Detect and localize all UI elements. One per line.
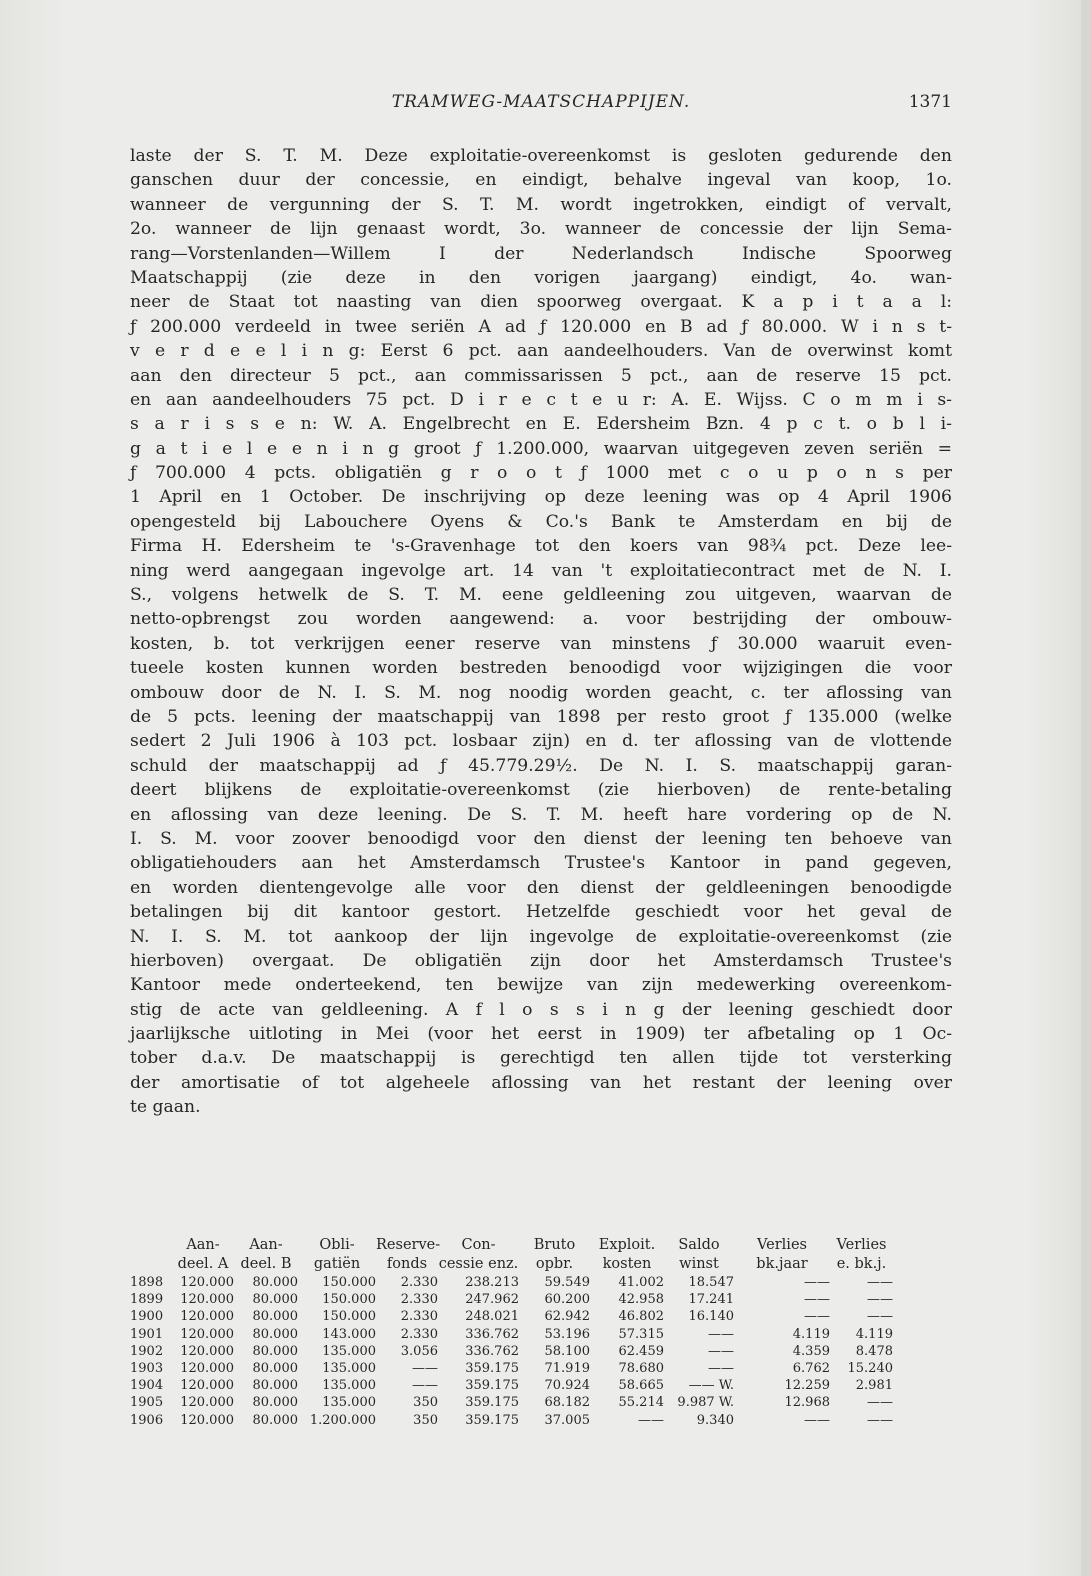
body-line: de 5 pcts. leening der maatschappij van 1898 per resto groot ƒ 135.000 (welke xyxy=(130,706,952,727)
table-cell: 62.942 xyxy=(544,1309,590,1325)
year-cell: 1899 xyxy=(130,1292,164,1308)
column-header: opbr. xyxy=(535,1256,574,1272)
table-header-row-1 xyxy=(130,1236,958,1255)
body-line: ganschen duur der concessie, en eindigt, behalve ingeval van koop, 1o. xyxy=(130,170,952,191)
table-row xyxy=(130,1412,958,1429)
column-header: Obli- xyxy=(319,1237,355,1253)
table-cell: 80.000 xyxy=(252,1412,298,1428)
table-cell: 60.200 xyxy=(544,1292,590,1308)
table-cell: 120.000 xyxy=(180,1412,234,1428)
table-cell: 359.175 xyxy=(465,1412,519,1428)
body-line: wanneer de vergunning der S. T. M. wordt ingetrokken, eindigt of vervalt, xyxy=(130,194,952,215)
body-line: 1 April en 1 October. De inschrijving op deze leening was op 4 April 1906 xyxy=(130,487,952,508)
table-cell: —— W. xyxy=(688,1378,734,1394)
body-line: netto-opbrengst zou worden aangewend: a. voor bestrijding der ombouw- xyxy=(130,609,952,630)
body-line: sedert 2 Juli 1906 à 103 pct. losbaar zijn) en d. ter aflossing van de vlottende xyxy=(130,731,952,752)
table-cell: 4.119 xyxy=(855,1326,893,1342)
table-cell: —— xyxy=(867,1309,893,1325)
table-cell: 150.000 xyxy=(322,1292,376,1308)
table-cell: 2.330 xyxy=(400,1275,438,1290)
column-header xyxy=(130,1255,172,1274)
page-number: 1371 xyxy=(908,92,952,112)
body-line: aan den directeur 5 pct., aan commissarissen 5 pct., aan de reserve 15 pct. xyxy=(130,365,952,386)
table-cell: 46.802 xyxy=(618,1309,664,1325)
body-line: te gaan. xyxy=(130,1097,201,1118)
body-line: jaarlijksche uitloting in Mei (voor het eerst in 1909) ter afbetaling op 1 Oc- xyxy=(130,1024,952,1045)
body-line: S., volgens hetwelk de S. T. M. eene geldleening zou uitgeven, waarvan de xyxy=(130,585,952,606)
table-cell: 120.000 xyxy=(180,1326,234,1342)
body-line: opengesteld bij Labouchere Oyens & Co.'s Bank te Amsterdam en bij de xyxy=(130,511,952,532)
table-cell: 359.175 xyxy=(465,1360,519,1376)
table-cell: 135.000 xyxy=(322,1360,376,1376)
table-cell: 120.000 xyxy=(180,1395,234,1411)
body-line: Maatschappij (zie deze in den vorigen jaargang) eindigt, 4o. wan- xyxy=(130,267,952,288)
column-header: Exploit. xyxy=(598,1237,656,1253)
year-cell: 1902 xyxy=(130,1343,164,1359)
table-cell: 1.200.000 xyxy=(309,1412,376,1428)
body-line: en aan aandeelhouders 75 pct. D i r e c t e u r: A. E. Wijss. C o m m i s- xyxy=(130,389,952,410)
table-cell: 9.340 xyxy=(696,1412,734,1428)
table-row xyxy=(130,1326,958,1343)
table-cell: 68.182 xyxy=(544,1395,590,1411)
column-header: Reserve- xyxy=(376,1237,441,1253)
column-header: bk.jaar xyxy=(756,1256,808,1272)
table-cell: 2.981 xyxy=(855,1378,893,1394)
table-cell: 16.140 xyxy=(688,1309,734,1325)
table-row xyxy=(130,1360,958,1377)
body-line: en aflossing van deze leening. De S. T. M. heeft hare vordering op de N. xyxy=(130,804,952,825)
table-cell: 350 xyxy=(413,1412,438,1428)
running-title: TRAMWEG-MAATSCHAPPIJEN. xyxy=(391,92,691,112)
table-cell: —— xyxy=(412,1360,438,1376)
table-cell: —— xyxy=(804,1309,830,1325)
body-line: hierboven) overgaat. De obligatiën zijn door het Amsterdamsch Trustee's xyxy=(130,950,952,971)
table-cell: 2.330 xyxy=(400,1292,438,1308)
table-cell: 42.958 xyxy=(618,1292,664,1308)
table-cell: 238.213 xyxy=(465,1275,519,1290)
body-line: rang—Vorstenlanden—Willem I der Nederlandsch Indische Spoorweg xyxy=(130,243,952,264)
body-line: obligatiehouders aan het Amsterdamsch Trustee's Kantoor in pand gegeven, xyxy=(130,853,952,874)
year-cell: 1900 xyxy=(130,1309,164,1325)
table-row xyxy=(130,1343,958,1360)
column-header: winst xyxy=(679,1256,719,1272)
table-cell: 143.000 xyxy=(322,1326,376,1342)
column-header: Aan- xyxy=(186,1237,220,1253)
table-cell: 336.762 xyxy=(465,1343,519,1359)
table-cell: 247.962 xyxy=(465,1292,519,1308)
body-line: 2o. wanneer de lijn genaast wordt, 3o. wanneer de concessie der lijn Sema- xyxy=(130,219,952,240)
table-cell: 12.259 xyxy=(784,1378,830,1394)
column-header: deel. A xyxy=(177,1256,229,1272)
table-cell: 37.005 xyxy=(544,1412,590,1428)
table-cell: 8.478 xyxy=(855,1343,893,1359)
column-header: gatiën xyxy=(313,1256,361,1272)
table-cell: 248.021 xyxy=(465,1309,519,1325)
table-cell: 12.968 xyxy=(784,1395,830,1411)
body-line: tueele kosten kunnen worden bestreden benoodigd voor wijzigingen die voor xyxy=(130,658,952,679)
body-line: s a r i s s e n: W. A. Engelbrecht en E. Edersheim Bzn. 4 p c t. o b l i- xyxy=(130,414,952,435)
column-header xyxy=(130,1236,172,1255)
table-cell: —— xyxy=(804,1275,830,1290)
body-line: schuld der maatschappij ad ƒ 45.779.29½. De N. I. S. maatschappij garan- xyxy=(130,755,952,776)
body-line: v e r d e e l i n g: Eerst 6 pct. aan aandeelhouders. Van de overwinst komt xyxy=(130,341,952,362)
column-header: fonds xyxy=(386,1256,428,1272)
year-cell: 1898 xyxy=(130,1275,164,1290)
body-line: Firma H. Edersheim te 's-Gravenhage tot den koers van 98¾ pct. Deze lee- xyxy=(130,536,952,557)
table-cell: 2.330 xyxy=(400,1326,438,1342)
body-line: kosten, b. tot verkrijgen eener reserve van minstens ƒ 30.000 waaruit even- xyxy=(130,633,952,654)
table-cell: 59.549 xyxy=(544,1275,590,1290)
table-cell: 135.000 xyxy=(322,1378,376,1394)
table-cell: 80.000 xyxy=(252,1360,298,1376)
table-cell: 15.240 xyxy=(847,1360,893,1376)
table-cell: 120.000 xyxy=(180,1343,234,1359)
table-cell: 4.359 xyxy=(792,1343,830,1359)
table-cell: 80.000 xyxy=(252,1292,298,1308)
body-line: tober d.a.v. De maatschappij is gerechtigd ten allen tijde tot versterking xyxy=(130,1048,952,1069)
body-line: deert blijkens de exploitatie-overeenkomst (zie hierboven) de rente-betaling xyxy=(130,780,952,801)
financial-table xyxy=(130,1236,958,1429)
table-cell: 80.000 xyxy=(252,1343,298,1359)
table-cell: —— xyxy=(804,1412,830,1428)
table-cell: 70.924 xyxy=(544,1378,590,1394)
table-cell: 6.762 xyxy=(792,1360,830,1376)
body-line: stig de acte van geldleening. A f l o s s i n g der leening geschiedt door xyxy=(130,999,952,1020)
table-cell: 9.987 W. xyxy=(677,1395,734,1411)
table-cell: 120.000 xyxy=(180,1360,234,1376)
table-cell: —— xyxy=(638,1412,664,1428)
page-header xyxy=(130,92,952,116)
table-row xyxy=(130,1377,958,1394)
column-header: Bruto xyxy=(533,1237,576,1253)
table-cell: 80.000 xyxy=(252,1395,298,1411)
table-cell: —— xyxy=(804,1292,830,1308)
body-line: betalingen bij dit kantoor gestort. Hetzelfde geschiedt voor het geval de xyxy=(130,902,952,923)
table-cell: 3.056 xyxy=(400,1343,438,1359)
table-row xyxy=(130,1308,958,1325)
body-line: en worden dientengevolge alle voor den dienst der geldleeningen benoodigde xyxy=(130,877,952,898)
body-line: ƒ 200.000 verdeeld in twee seriën A ad ƒ 120.000 en B ad ƒ 80.000. W i n s t- xyxy=(130,316,952,337)
column-header: cessie enz. xyxy=(438,1256,519,1272)
table-cell: 71.919 xyxy=(544,1360,590,1376)
table-cell: 120.000 xyxy=(180,1309,234,1325)
page-spine-shadow xyxy=(1081,0,1091,1576)
column-header: deel. B xyxy=(240,1256,292,1272)
column-header: Saldo xyxy=(678,1237,720,1253)
column-header: Con- xyxy=(461,1237,496,1253)
table-cell: 58.100 xyxy=(544,1343,590,1359)
year-cell: 1903 xyxy=(130,1360,164,1376)
table-cell: 120.000 xyxy=(180,1378,234,1394)
table-cell: 78.680 xyxy=(618,1360,664,1376)
table-body xyxy=(130,1274,958,1429)
body-text xyxy=(130,144,952,1120)
table-cell: 80.000 xyxy=(252,1309,298,1325)
table-cell: —— xyxy=(708,1343,734,1359)
table-cell: 53.196 xyxy=(544,1326,590,1342)
body-line: ƒ 700.000 4 pcts. obligatiën g r o o t ƒ 1000 met c o u p o n s per xyxy=(130,463,952,484)
table-cell: 120.000 xyxy=(180,1292,234,1308)
table-cell: 80.000 xyxy=(252,1378,298,1394)
table-cell: 150.000 xyxy=(322,1275,376,1290)
table-cell: 350 xyxy=(413,1395,438,1411)
table-cell: 120.000 xyxy=(180,1275,234,1290)
table-row xyxy=(130,1291,958,1308)
body-line: ombouw door de N. I. S. M. nog noodig worden geacht, c. ter aflossing van xyxy=(130,682,952,703)
table-cell: 57.315 xyxy=(618,1326,664,1342)
table-cell: —— xyxy=(867,1292,893,1308)
year-cell: 1906 xyxy=(130,1412,164,1428)
table-row xyxy=(130,1274,958,1291)
table-cell: —— xyxy=(867,1395,893,1411)
table-cell: —— xyxy=(412,1378,438,1394)
body-line: g a t i e l e e n i n g groot ƒ 1.200.000, waarvan uitgegeven zeven seriën = xyxy=(130,438,952,459)
body-line: neer de Staat tot naasting van dien spoorweg overgaat. K a p i t a a l: xyxy=(130,292,952,313)
column-header: Verlies xyxy=(836,1237,887,1253)
year-cell: 1905 xyxy=(130,1395,164,1411)
table-cell: 4.119 xyxy=(792,1326,830,1342)
column-header: Verlies xyxy=(757,1237,807,1253)
year-cell: 1904 xyxy=(130,1378,164,1394)
body-line: I. S. M. voor zoover benoodigd voor den dienst der leening ten behoeve van xyxy=(130,828,952,849)
table-cell: 135.000 xyxy=(322,1395,376,1411)
table-cell: —— xyxy=(708,1326,734,1342)
table-cell: 80.000 xyxy=(252,1326,298,1342)
table-cell: 80.000 xyxy=(252,1275,298,1290)
body-line: ning werd aangegaan ingevolge art. 14 van 't exploitatiecontract met de N. I. xyxy=(130,560,952,581)
table-cell: 150.000 xyxy=(322,1309,376,1325)
table-cell: 2.330 xyxy=(400,1309,438,1325)
table-cell: 41.002 xyxy=(618,1275,664,1290)
column-header: Aan- xyxy=(249,1237,283,1253)
table-cell: 336.762 xyxy=(465,1326,519,1342)
table-cell: —— xyxy=(867,1412,893,1428)
table-cell: 55.214 xyxy=(618,1395,664,1411)
table-header-row-2 xyxy=(130,1255,958,1274)
column-header: kosten xyxy=(602,1256,652,1272)
body-line: der amortisatie of tot algeheele aflossing van het restant der leening over xyxy=(130,1072,952,1093)
table-cell: 359.175 xyxy=(465,1395,519,1411)
table-cell: 135.000 xyxy=(322,1343,376,1359)
table-row xyxy=(130,1394,958,1411)
table-cell: 62.459 xyxy=(618,1343,664,1359)
table-cell: 58.665 xyxy=(618,1378,664,1394)
table-cell: 359.175 xyxy=(465,1378,519,1394)
table-cell: —— xyxy=(708,1360,734,1376)
body-line: Kantoor mede onderteekend, ten bewijze van zijn medewerking overeenkom- xyxy=(130,975,952,996)
table-cell: 17.241 xyxy=(688,1292,734,1308)
table-cell: 18.547 xyxy=(688,1275,734,1290)
table-cell: —— xyxy=(867,1275,893,1290)
column-header: e. bk.j. xyxy=(836,1256,887,1272)
body-line: laste der S. T. M. Deze exploitatie-overeenkomst is gesloten gedurende den xyxy=(130,146,952,166)
body-line: N. I. S. M. tot aankoop der lijn ingevolge de exploitatie-overeenkomst (zie xyxy=(130,926,952,947)
year-cell: 1901 xyxy=(130,1326,164,1342)
